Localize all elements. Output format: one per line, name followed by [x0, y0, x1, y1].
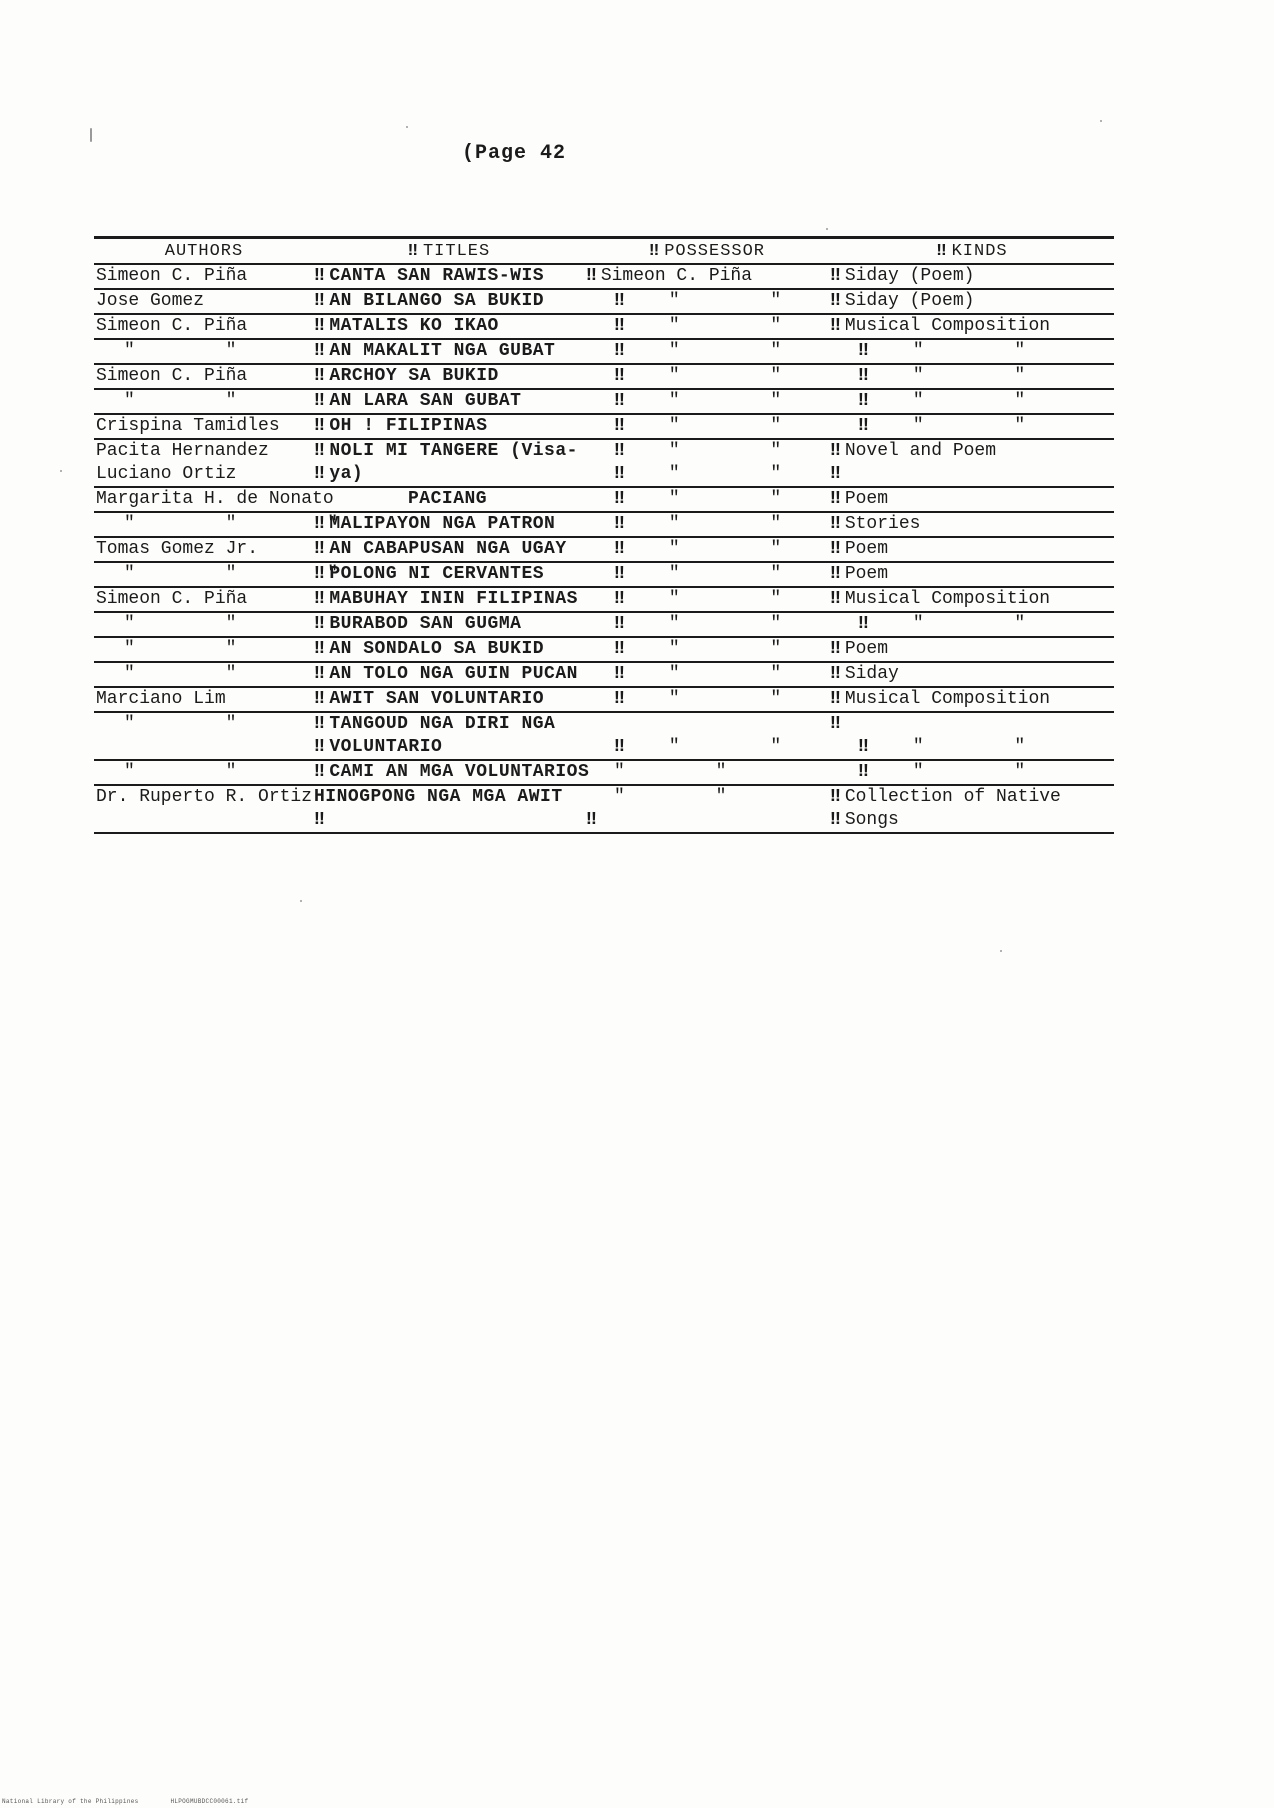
possessor-cell: ‼ " " — [584, 488, 828, 511]
kind-cell: ‼ Poem — [828, 538, 1114, 561]
footer-file: HLPOGMUBDCC00061.tif — [170, 1798, 249, 1805]
author-cell: Dr. Ruperto R. Ortiz — [96, 787, 313, 807]
page-number-label: (Page 42 — [462, 142, 567, 165]
author-cell: " " — [124, 762, 277, 782]
author-cell: " " — [124, 664, 277, 684]
possessor-cell: ‼ " " — [584, 340, 828, 363]
author-cell: Pacita Hernandez — [96, 441, 269, 461]
title-cell — [312, 809, 584, 832]
table-row — [94, 315, 1114, 340]
title-cell: ‼ AN BILANGO SA BUKID — [312, 290, 584, 313]
title-cell: ‼ AN TOLO NGA GUIN PUCAN — [312, 663, 584, 686]
kind-cell: ‼ " " — [828, 390, 1114, 413]
title-cell: ‼ OH ! FILIPINAS — [312, 415, 584, 438]
possessor-cell: ‼ " " — [584, 365, 828, 388]
possessor-cell: ‼ " " — [584, 440, 828, 463]
possessor-cell: ‼ " " — [584, 638, 828, 661]
table-row — [94, 265, 1114, 290]
title-cell: ‼ AN CABAPUSAN NGA UGAY — [312, 538, 584, 561]
title-cell: HINOGPONG NGA MGA AWIT — [314, 787, 563, 807]
header-authors: AUTHORS — [164, 242, 244, 261]
table-row — [94, 340, 1114, 365]
title-cell: ‼ MALIPAYON NGA PATRON — [312, 513, 584, 536]
possessor-cell: ‼ " " — [584, 315, 828, 338]
kind-cell: ‼ " " — [828, 415, 1114, 438]
author-cell: Simeon C. Piña — [96, 266, 248, 286]
title-cell: ‼ AN LARA SAN GUBAT — [312, 390, 584, 413]
title-cell: ‼ MABUHAY ININ FILIPINAS — [312, 588, 584, 611]
catalogue-table — [94, 236, 1114, 834]
table-row — [94, 588, 1114, 613]
author-cell: " " " — [124, 564, 379, 584]
kind-cell: ‼ Siday (Poem) — [828, 290, 1114, 313]
table-row — [94, 786, 1114, 809]
kind-cell: ‼ " " — [828, 736, 1114, 759]
table-row — [94, 440, 1114, 463]
author-cell: Jose Gomez — [96, 291, 205, 311]
kind-cell: ‼ Stories — [828, 513, 1114, 536]
table-row — [94, 761, 1114, 786]
table-row — [94, 390, 1114, 415]
table-row — [94, 415, 1114, 440]
title-cell: ‼ POLONG NI CERVANTES — [312, 563, 584, 586]
title-cell: ‼ CAMI AN MGA VOLUNTARIOS — [312, 761, 584, 784]
possessor-cell: ‼ " " — [584, 463, 828, 486]
kind-cell: ‼ Songs — [828, 809, 1114, 832]
author-cell — [94, 809, 312, 832]
possessor-cell: ‼ " " — [584, 736, 828, 759]
author-cell: Margarita H. de Nonato — [96, 489, 334, 509]
title-cell: ‼ ya) — [312, 463, 584, 486]
table-row — [94, 290, 1114, 315]
title-cell: ‼ BURABOD SAN GUGMA — [312, 613, 584, 636]
author-cell: " " — [124, 391, 277, 411]
table-row — [94, 488, 1114, 513]
possessor-cell: " " — [614, 787, 767, 807]
scan-footer — [2, 1798, 276, 1805]
possessor-cell — [584, 809, 828, 832]
table-row — [94, 365, 1114, 390]
title-cell: ‼ TANGOUD NGA DIRI NGA — [312, 713, 584, 736]
title-cell: ‼ AWIT SAN VOLUNTARIO — [312, 688, 584, 711]
kind-cell: ‼ Poem — [828, 638, 1114, 661]
table-row — [94, 736, 1114, 761]
author-cell: Tomas Gomez Jr. — [96, 539, 259, 559]
author-cell: " " — [124, 714, 277, 734]
author-cell: Simeon C. Piña — [96, 589, 248, 609]
possessor-cell: ‼ " " — [584, 688, 828, 711]
table-row — [94, 713, 1114, 736]
possessor-cell: ‼ " " — [584, 563, 828, 586]
table-row — [94, 538, 1114, 563]
author-cell: Crispina Tamidles — [96, 416, 280, 436]
table-row — [94, 663, 1114, 688]
kind-cell: ‼ Poem — [828, 563, 1114, 586]
possessor-cell: ‼ " " — [584, 538, 828, 561]
title-cell: PACIANG — [408, 489, 488, 509]
header-titles: ‼ TITLES — [312, 240, 584, 263]
title-cell: ‼ NOLI MI TANGERE (Visa- — [312, 440, 584, 463]
kind-cell: ‼ Musical Composition — [828, 315, 1114, 338]
table-row — [94, 613, 1114, 638]
possessor-cell: ‼ " " — [584, 415, 828, 438]
title-cell: ‼ VOLUNTARIO — [312, 736, 584, 759]
possessor-cell: ‼ " " — [584, 588, 828, 611]
author-cell: Simeon C. Piña — [96, 366, 248, 386]
kind-cell: ‼ " " — [828, 761, 1114, 784]
kind-cell: ‼ Collection of Native — [828, 786, 1114, 809]
possessor-cell: ‼ " " — [584, 513, 828, 536]
author-cell: " " " — [124, 514, 379, 534]
author-cell: " " — [124, 639, 277, 659]
table-row — [94, 809, 1114, 834]
kind-cell: ‼ Musical Composition — [828, 688, 1114, 711]
table-row — [94, 463, 1114, 488]
table-row — [94, 638, 1114, 663]
table-header-row — [94, 240, 1114, 265]
kind-cell: ‼ " " — [828, 365, 1114, 388]
title-cell: ‼ AN SONDALO SA BUKID — [312, 638, 584, 661]
kind-cell — [828, 463, 1114, 486]
table-row — [94, 688, 1114, 713]
title-cell: ‼ AN MAKALIT NGA GUBAT — [312, 340, 584, 363]
table-row — [94, 563, 1114, 588]
kind-cell: ‼ " " — [828, 340, 1114, 363]
kind-cell: ‼ Poem — [828, 488, 1114, 511]
kind-cell: ‼ Siday (Poem) — [828, 265, 1114, 288]
possessor-cell: ‼ " " — [584, 390, 828, 413]
author-cell: Simeon C. Piña — [96, 316, 248, 336]
title-cell: ‼ CANTA SAN RAWIS-WIS — [312, 265, 584, 288]
kind-cell — [828, 713, 1114, 736]
author-cell: " " — [124, 614, 277, 634]
kind-cell: ‼ " " — [828, 613, 1114, 636]
author-cell — [94, 736, 312, 759]
possessor-cell: " " — [614, 762, 767, 782]
footer-library: National Library of the Philippines — [2, 1798, 139, 1805]
possessor-cell: ‼ " " — [584, 613, 828, 636]
author-cell: " " — [124, 341, 277, 361]
kind-cell: ‼ Novel and Poem — [828, 440, 1114, 463]
header-possessor: ‼ POSSESSOR — [584, 240, 828, 263]
author-cell: Marciano Lim — [96, 689, 226, 709]
header-kinds: ‼ KINDS — [828, 240, 1114, 263]
author-cell: Luciano Ortiz — [96, 464, 237, 484]
possessor-cell: ‼ " " — [584, 663, 828, 686]
title-cell: ‼ ARCHOY SA BUKID — [312, 365, 584, 388]
table-top-rule — [94, 236, 1114, 239]
title-cell: ‼ MATALIS KO IKAO — [312, 315, 584, 338]
possessor-cell — [584, 713, 828, 736]
possessor-cell: ‼ Simeon C. Piña — [584, 265, 828, 288]
table-row — [94, 513, 1114, 538]
possessor-cell: ‼ " " — [584, 290, 828, 313]
kind-cell: ‼ Musical Composition — [828, 588, 1114, 611]
kind-cell: ‼ Siday — [828, 663, 1114, 686]
